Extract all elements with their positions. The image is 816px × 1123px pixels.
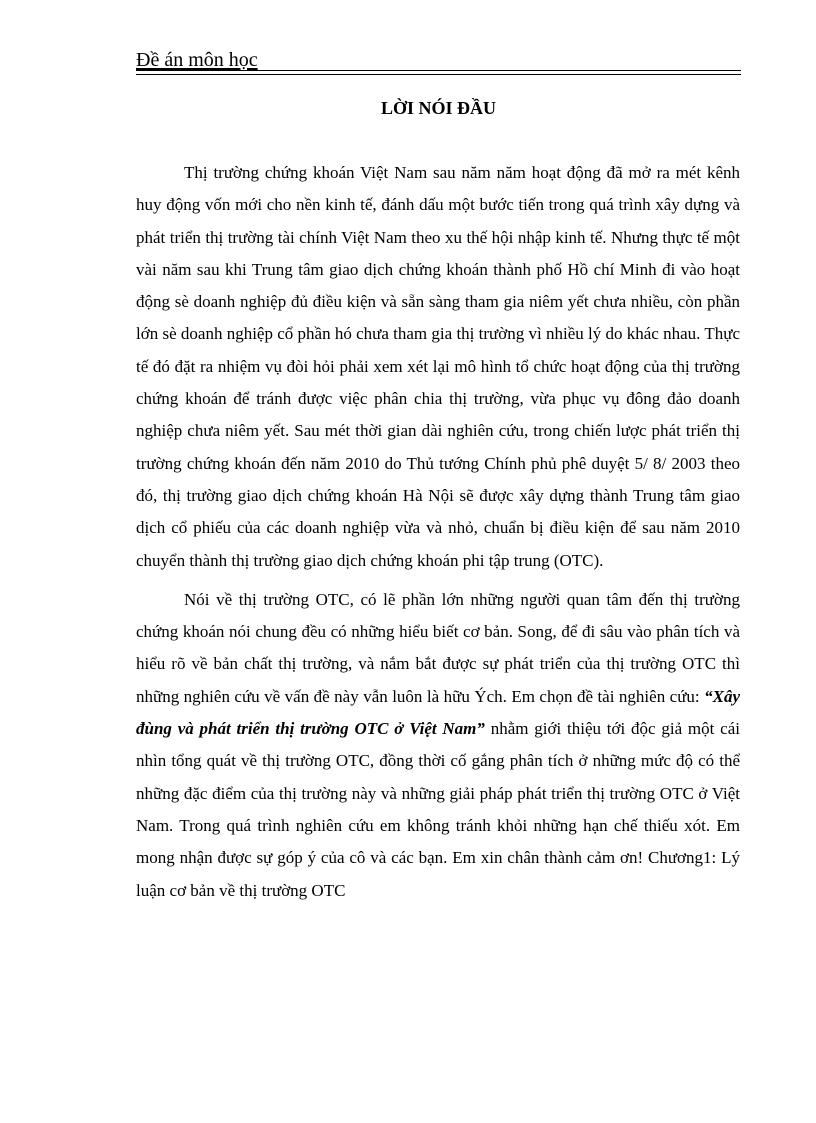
paragraph-2 [136,584,740,907]
header-title: Đề án môn học [136,49,258,71]
header-double-rule [136,70,741,75]
paragraph-2-rest: nhằm giới thiệu tới độc giả một cái nhìn tổng quát về thị trường OTC, đồng thời cố gắng phân tích ở những mức độ có thể những đặc điểm của thị trường này và những giải pháp phát triển thị trường OTC ở Việt Nam. Trong quá trình nghiên cứu em không tránh khỏi những hạn chế thiếu xót. Em mong nhận được sự góp ý của cô và các bạn. Em xin chân thành cảm ơn! Chương1: Lý luận cơ bản về thị trường OTC [136,719,740,900]
thesis-title: “Xây đùng và phát triển thị trường OTC ở Việt Nam” [136,686,740,739]
document-body [136,157,740,907]
paragraph-2-intro: Nói về thị trường OTC, có lẽ phần lớn những người quan tâm đến thị trường chứng khoán nói chung đều có những hiểu biết cơ bản. Song, để đi sâu vào phân tích và hiểu rõ về bản chất thị trường, và nắm bắt được sự phát triển của thị trường OTC thì những nghiên cứu về vấn đề này vẫn luôn là hữu Ých. Em chọn đề tài nghiên cứu: [136,589,740,706]
paragraph-1: Thị trường chứng khoán Việt Nam sau năm năm hoạt động đã mở ra mét kênh huy động vốn mới cho nền kinh tế, đánh dấu một bước tiến trong quá trình xây dựng và phát triển thị trường tài chính Việt Nam theo xu thế hội nhập kinh tế. Nhưng thực tế một vài năm sau khi Trung tâm giao dịch chứng khoán thành phố Hồ chí Minh đi vào hoạt động sè doanh nghiệp đủ điều kiện và sẵn sàng tham gia niêm yết chưa nhiều, còn phần lớn sè doanh nghiệp cổ phần hó chưa tham gia thị trường vì nhiều lý do khác nhau. Thực tế đó đặt ra nhiệm vụ đòi hỏi phải xem xét lại mô hình tổ chức hoạt động của thị trường chứng khoán để tránh được việc phân chia thị trường, vừa phục vụ đông đảo doanh nghiệp chưa niêm yết. Sau mét thời gian dài nghiên cứu, trong chiến lược phát triển thị trường chứng khoán đến năm 2010 do Thủ tướng Chính phủ phê duyệt 5/ 8/ 2003 theo đó, thị trường giao dịch chứng khoán Hà Nội sẽ được xây dựng thành Trung tâm giao dịch cổ phiếu của các doanh nghiệp vừa và nhỏ, chuẩn bị điều kiện để sau năm 2010 chuyển thành thị trường giao dịch chứng khoán phi tập trung (OTC). [136,163,740,570]
page-header [136,48,741,72]
section-heading: LỜI NÓI ĐẦU [380,98,496,118]
